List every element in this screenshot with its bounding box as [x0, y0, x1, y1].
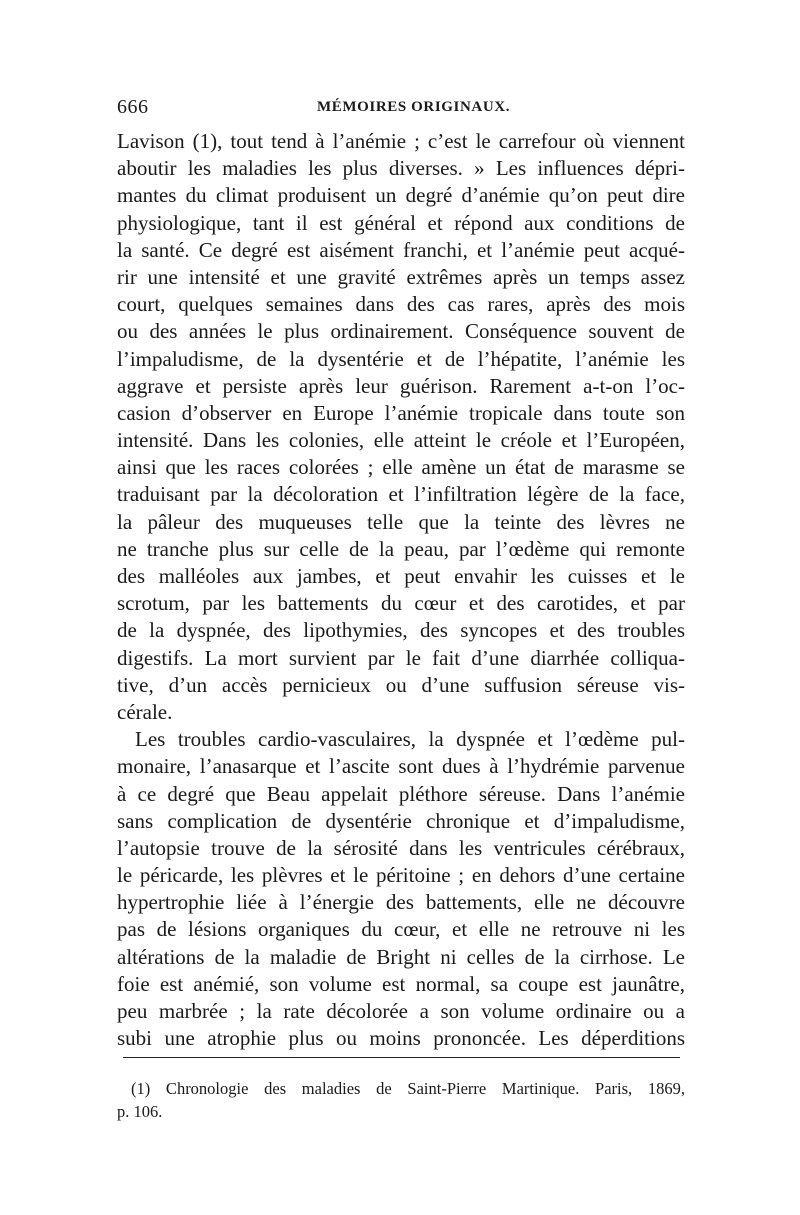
text-line: altérations de la maladie de Bright ni celles de la cirrhose. Le: [117, 944, 685, 969]
page-number: 666: [117, 96, 149, 118]
text-line: à ce degré que Beau appelait pléthore séreuse. Dans l’anémie: [117, 781, 685, 806]
paragraph-start-line: Les troubles cardio-vasculaires, la dyspnée et l’œdème pul-: [135, 727, 685, 752]
text-line: subi une atrophie plus ou moins prononcée. Les déperditions: [117, 1026, 685, 1051]
text-line: pas de lésions organiques du cœur, et elle ne retrouve ni les: [117, 917, 685, 942]
footnote-divider: [123, 1057, 680, 1058]
text-line: traduisant par la décoloration et l’infiltration légère de la face,: [117, 482, 685, 507]
text-line: hypertrophie liée à l’énergie des battements, elle ne découvre: [117, 890, 685, 915]
text-line: ne tranche plus sur celle de la peau, par l’œdème qui remonte: [117, 536, 685, 561]
text-line: tive, d’un accès pernicieux ou d’une suffusion séreuse vis-: [117, 672, 685, 697]
text-line: l’impaludisme, de la dysentérie et de l’hépatite, l’anémie les: [117, 346, 685, 371]
text-line: le péricarde, les plèvres et le péritoine ; en dehors d’une certaine: [117, 863, 685, 888]
text-line: digestifs. La mort survient par le fait d’une diarrhée colliqua-: [117, 645, 685, 670]
text-line: intensité. Dans les colonies, elle atteint le créole et l’Européen,: [117, 428, 685, 453]
text-line: de la dyspnée, des lipothymies, des syncopes et des troubles: [117, 618, 685, 643]
text-line: physiologique, tant il est général et répond aux conditions de: [117, 210, 685, 235]
text-line: la santé. Ce degré est aisément franchi, et l’anémie peut acqué-: [117, 237, 685, 262]
text-line: ainsi que les races colorées ; elle amène un état de marasme se: [117, 455, 685, 480]
text-line: sans complication de dysentérie chronique et d’impaludisme,: [117, 808, 685, 833]
text-line: mantes du climat produisent un degré d’anémie qu’on peut dire: [117, 183, 685, 208]
page-header: [117, 96, 685, 124]
text-line: scrotum, par les battements du cœur et des carotides, et par: [117, 591, 685, 616]
text-line: ou des années le plus ordinairement. Conséquence souvent de: [117, 319, 685, 344]
text-line: monaire, l’anasarque et l’ascite sont dues à l’hydrémie parvenue: [117, 754, 685, 779]
text-line: cérale.: [117, 699, 173, 724]
text-line: aboutir les maladies les plus diverses. » Les influences dépri-: [117, 156, 685, 181]
text-line: aggrave et persiste après leur guérison. Rarement a-t-on l’oc-: [117, 373, 685, 398]
body-text: [117, 128, 685, 1052]
text-line: court, quelques semaines dans des cas rares, après des mois: [117, 292, 685, 317]
text-line: des malléoles aux jambes, et peut envahir les cuisses et le: [117, 564, 685, 588]
footnote-line: (1) Chronologie des maladies de Saint-Pierre Martinique. Paris, 1869,: [131, 1079, 685, 1098]
text-line: Lavison (1), tout tend à l’anémie ; c’est le carrefour où viennent: [117, 129, 685, 153]
text-line: rir une intensité et une gravité extrêmes après un temps assez: [117, 264, 685, 289]
text-line: la pâleur des muqueuses telle que la teinte des lèvres ne: [117, 509, 685, 534]
text-line: foie est anémié, son volume est normal, sa coupe est jaunâtre,: [117, 971, 685, 996]
text-line: l’autopsie trouve de la sérosité dans les ventricules cérébraux,: [117, 835, 685, 860]
running-head: MÉMOIRES ORIGINAUX.: [317, 99, 511, 115]
text-line: casion d’observer en Europe l’anémie tropicale dans toute son: [117, 400, 685, 425]
footnotes: [117, 1077, 685, 1123]
text-line: peu marbrée ; la rate décolorée a son volume ordinaire ou a: [117, 999, 685, 1023]
footnote-line: p. 106.: [117, 1102, 163, 1121]
